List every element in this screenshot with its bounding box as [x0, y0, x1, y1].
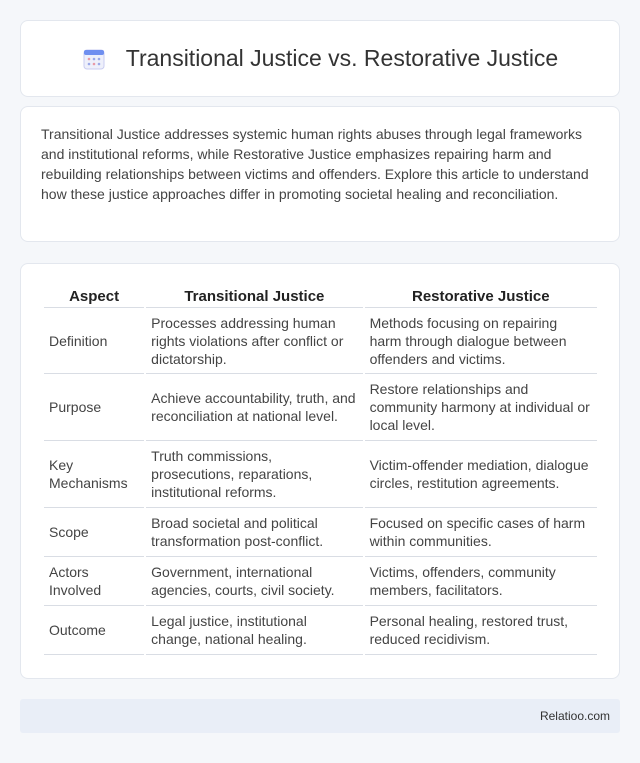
header-aspect: Aspect — [44, 285, 144, 308]
transitional-cell: Legal justice, institutional change, national healing. — [146, 606, 362, 655]
table-row — [44, 508, 597, 557]
transitional-cell: Achieve accountability, truth, and reconciliation at national level. — [146, 374, 362, 441]
header-restorative-justice: Restorative Justice — [365, 285, 597, 308]
restorative-cell: Focused on specific cases of harm within communities. — [365, 508, 597, 557]
comparison-table — [42, 285, 599, 655]
footer — [20, 699, 620, 733]
aspect-cell: Definition — [44, 308, 144, 374]
comparison-card — [20, 263, 620, 679]
restorative-cell: Victim-offender mediation, dialogue circles, restitution agreements. — [365, 441, 597, 508]
transitional-cell: Truth commissions, prosecutions, reparations, institutional reforms. — [146, 441, 362, 508]
restorative-cell: Personal healing, restored trust, reduced recidivism. — [365, 606, 597, 655]
table-row — [44, 606, 597, 655]
intro-card — [20, 106, 620, 242]
aspect-cell: Outcome — [44, 606, 144, 655]
aspect-cell: Purpose — [44, 374, 144, 441]
calendar-icon — [82, 47, 106, 71]
table-row — [44, 374, 597, 441]
header-transitional-justice: Transitional Justice — [146, 285, 362, 308]
restorative-cell: Methods focusing on repairing harm through dialogue between offenders and victims. — [365, 308, 597, 374]
aspect-cell: Actors Involved — [44, 557, 144, 606]
aspect-cell: Scope — [44, 508, 144, 557]
title-card — [20, 20, 620, 97]
intro-text: Transitional Justice addresses systemic human rights abuses through legal frameworks and institutional reforms, while Restorative Justice emphasizes repairing harm and rebuilding relationships between victims and offenders. Explore this article to understand how these justice approaches differ in promoting societal healing and reconciliation. — [41, 126, 589, 202]
restorative-cell: Victims, offenders, community members, facilitators. — [365, 557, 597, 606]
table-row — [44, 308, 597, 374]
page-title: Transitional Justice vs. Restorative Justice — [125, 45, 559, 71]
transitional-cell: Processes addressing human rights violations after conflict or dictatorship. — [146, 308, 362, 374]
footer-site-link[interactable]: Relatioo.com — [539, 709, 610, 723]
table-row — [44, 441, 597, 508]
restorative-cell: Restore relationships and community harmony at individual or local level. — [365, 374, 597, 441]
transitional-cell: Government, international agencies, courts, civil society. — [146, 557, 362, 606]
table-header-row — [44, 285, 597, 308]
aspect-cell: Key Mechanisms — [44, 441, 144, 508]
table-row — [44, 557, 597, 606]
transitional-cell: Broad societal and political transformation post-conflict. — [146, 508, 362, 557]
